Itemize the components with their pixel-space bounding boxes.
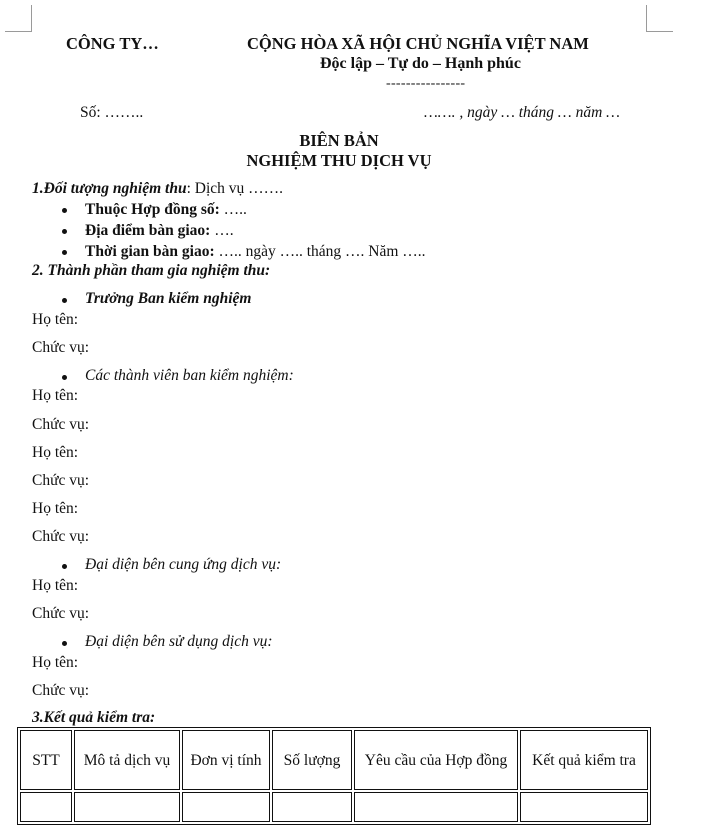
title-line-2: NGHIỆM THU DỊCH VỤ (246, 151, 432, 170)
table-header-row (20, 730, 648, 790)
page-corner-mark-right (646, 5, 673, 32)
position-label: Chức vụ: (32, 605, 90, 622)
nation-heading: CỘNG HÒA XÃ HỘI CHỦ NGHĨA VIỆT NAM (247, 34, 589, 53)
provider-heading: Đại diện bên cung ứng dịch vụ: (85, 556, 282, 573)
name-label: Họ tên: (32, 500, 79, 517)
section1-item-location (85, 222, 234, 240)
column-header-quantity: Số lượng (272, 730, 352, 790)
section1-heading-value: : Dịch vụ ……. (186, 180, 283, 197)
section1-item-contract (85, 201, 247, 219)
time-value: ….. ngày ….. tháng …. Năm ….. (214, 243, 426, 260)
contract-value: ….. (219, 201, 247, 218)
user-heading: Đại diện bên sử dụng dịch vụ: (85, 633, 273, 650)
bullet-icon (62, 641, 67, 646)
column-header-inspection-result: Kết quả kiểm tra (520, 730, 648, 790)
table-cell (520, 792, 648, 822)
column-header-description: Mô tả dịch vụ (74, 730, 180, 790)
table-cell (354, 792, 518, 822)
bullet-icon (62, 298, 67, 303)
name-label: Họ tên: (32, 577, 79, 594)
table-cell (182, 792, 270, 822)
bullet-icon (62, 208, 67, 213)
location-label: Địa điểm bàn giao: (85, 222, 211, 239)
column-header-contract-requirement: Yêu cầu của Hợp đồng (354, 730, 518, 790)
table-cell (20, 792, 72, 822)
date-line: ……. , ngày … tháng … năm … (424, 104, 620, 121)
name-label: Họ tên: (32, 311, 79, 328)
position-label: Chức vụ: (32, 528, 90, 545)
contract-label: Thuộc Hợp đồng số: (85, 201, 220, 218)
table-cell (272, 792, 352, 822)
members-heading: Các thành viên ban kiểm nghiệm: (85, 367, 294, 384)
head-of-board-heading: Trưởng Ban kiểm nghiệm (85, 290, 252, 307)
name-label: Họ tên: (32, 654, 79, 671)
section1-heading-row (32, 180, 283, 198)
column-header-unit: Đơn vị tính (182, 730, 270, 790)
position-label: Chức vụ: (32, 339, 90, 356)
table-row (20, 792, 648, 822)
result-table (17, 727, 651, 825)
position-label: Chức vụ: (32, 416, 90, 433)
time-label: Thời gian bàn giao: (85, 243, 215, 260)
location-value: …. (210, 222, 234, 239)
name-label: Họ tên: (32, 387, 79, 404)
section2-heading: 2. Thành phần tham gia nghiệm thu: (32, 262, 271, 279)
section1-item-time (85, 243, 426, 261)
motto-divider: ---------------- (386, 76, 466, 91)
page-corner-mark-left (5, 5, 32, 32)
bullet-icon (62, 250, 67, 255)
position-label: Chức vụ: (32, 472, 90, 489)
section3-heading: 3.Kết quả kiểm tra: (32, 709, 156, 726)
company-name: CÔNG TY… (66, 34, 159, 53)
column-header-stt: STT (20, 730, 72, 790)
bullet-icon (62, 375, 67, 380)
bullet-icon (62, 564, 67, 569)
title-line-1: BIÊN BẢN (299, 131, 379, 150)
table-cell (74, 792, 180, 822)
bullet-icon (62, 229, 67, 234)
position-label: Chức vụ: (32, 682, 90, 699)
motto: Độc lập – Tự do – Hạnh phúc (320, 55, 521, 72)
name-label: Họ tên: (32, 444, 79, 461)
section1-heading: 1.Đối tượng nghiệm thu (32, 180, 187, 197)
document-number: Số: …….. (80, 104, 144, 121)
